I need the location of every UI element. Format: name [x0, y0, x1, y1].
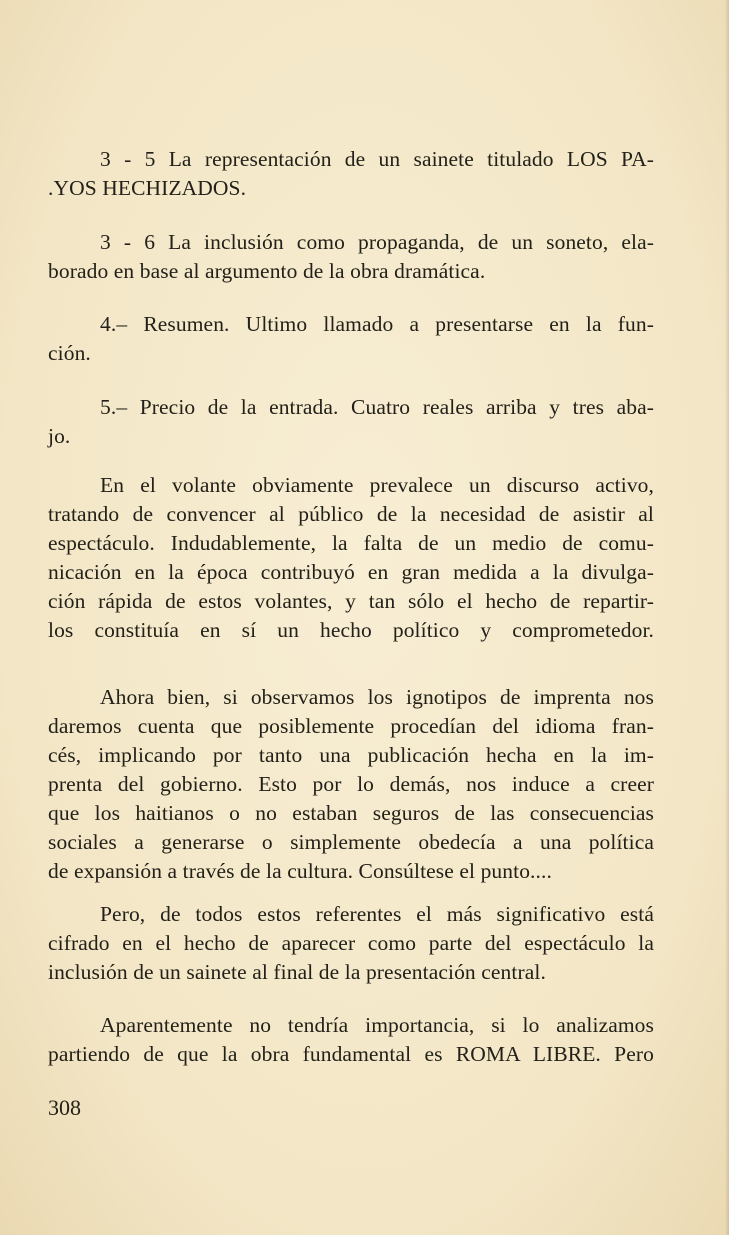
paragraph-line: cés, implicando por tanto una publicación hecha en la im- — [48, 743, 654, 767]
list-item-3-5 — [48, 145, 654, 203]
paragraph-line: los constituía en sí un hecho político y comprometedor. — [48, 618, 654, 642]
list-item-line: ción. — [48, 341, 91, 365]
paragraph-referentes — [48, 900, 654, 987]
list-item-line: 3 - 6 La inclusión como propaganda, de un soneto, ela- — [100, 230, 654, 254]
list-item-line: .YOS HECHIZADOS. — [48, 176, 247, 200]
page-number: 308 — [48, 1095, 81, 1120]
paragraph-ignotipos — [48, 683, 654, 886]
paragraph-line: nicación en la época contribuyó en gran medida a la divulga- — [48, 560, 654, 584]
paragraph-line: daremos cuenta que posiblemente procedían del idioma fran- — [48, 714, 654, 738]
list-item-line: 4.– Resumen. Ultimo llamado a presentarse en la fun- — [100, 312, 654, 336]
paragraph-line: tratando de convencer al público de la necesidad de asistir al — [48, 502, 654, 526]
paragraph-line: espectáculo. Indudablemente, la falta de un medio de comu- — [48, 531, 654, 555]
list-item-5 — [48, 393, 654, 451]
paragraph-volante — [48, 471, 654, 645]
list-item-line: jo. — [48, 424, 71, 448]
list-item-line: 5.– Precio de la entrada. Cuatro reales arriba y tres aba- — [100, 395, 654, 419]
paragraph-line: sociales a generarse o simplemente obedecía a una política — [48, 830, 654, 854]
paragraph-line: cifrado en el hecho de aparecer como parte del espectáculo la — [48, 931, 654, 955]
list-item-line: borado en base al argumento de la obra dramática. — [48, 259, 486, 283]
paragraph-line: prenta del gobierno. Esto por lo demás, nos induce a creer — [48, 772, 654, 796]
page-edge-shadow — [725, 0, 729, 1235]
list-item-4 — [48, 310, 654, 368]
list-item-3-6 — [48, 228, 654, 286]
paragraph-line: Aparentemente no tendría importancia, si lo analizamos — [100, 1013, 654, 1037]
paragraph-line: Ahora bien, si observamos los ignotipos de imprenta nos — [100, 685, 654, 709]
paragraph-line: Pero, de todos estos referentes el más significativo está — [100, 902, 654, 926]
paragraph-line: inclusión de un sainete al final de la presentación central. — [48, 960, 546, 984]
paragraph-line: de expansión a través de la cultura. Consúltese el punto.... — [48, 859, 552, 883]
paragraph-line: En el volante obviamente prevalece un discurso activo, — [100, 473, 654, 497]
paragraph-line: ción rápida de estos volantes, y tan sólo el hecho de repartir- — [48, 589, 654, 613]
paragraph-aparentemente — [48, 1011, 654, 1069]
paragraph-line: partiendo de que la obra fundamental es ROMA LIBRE. Pero — [48, 1042, 654, 1066]
paragraph-line: que los haitianos o no estaban seguros de las consecuencias — [48, 801, 654, 825]
list-item-line: 3 - 5 La representación de un sainete titulado LOS PA- — [100, 147, 654, 171]
